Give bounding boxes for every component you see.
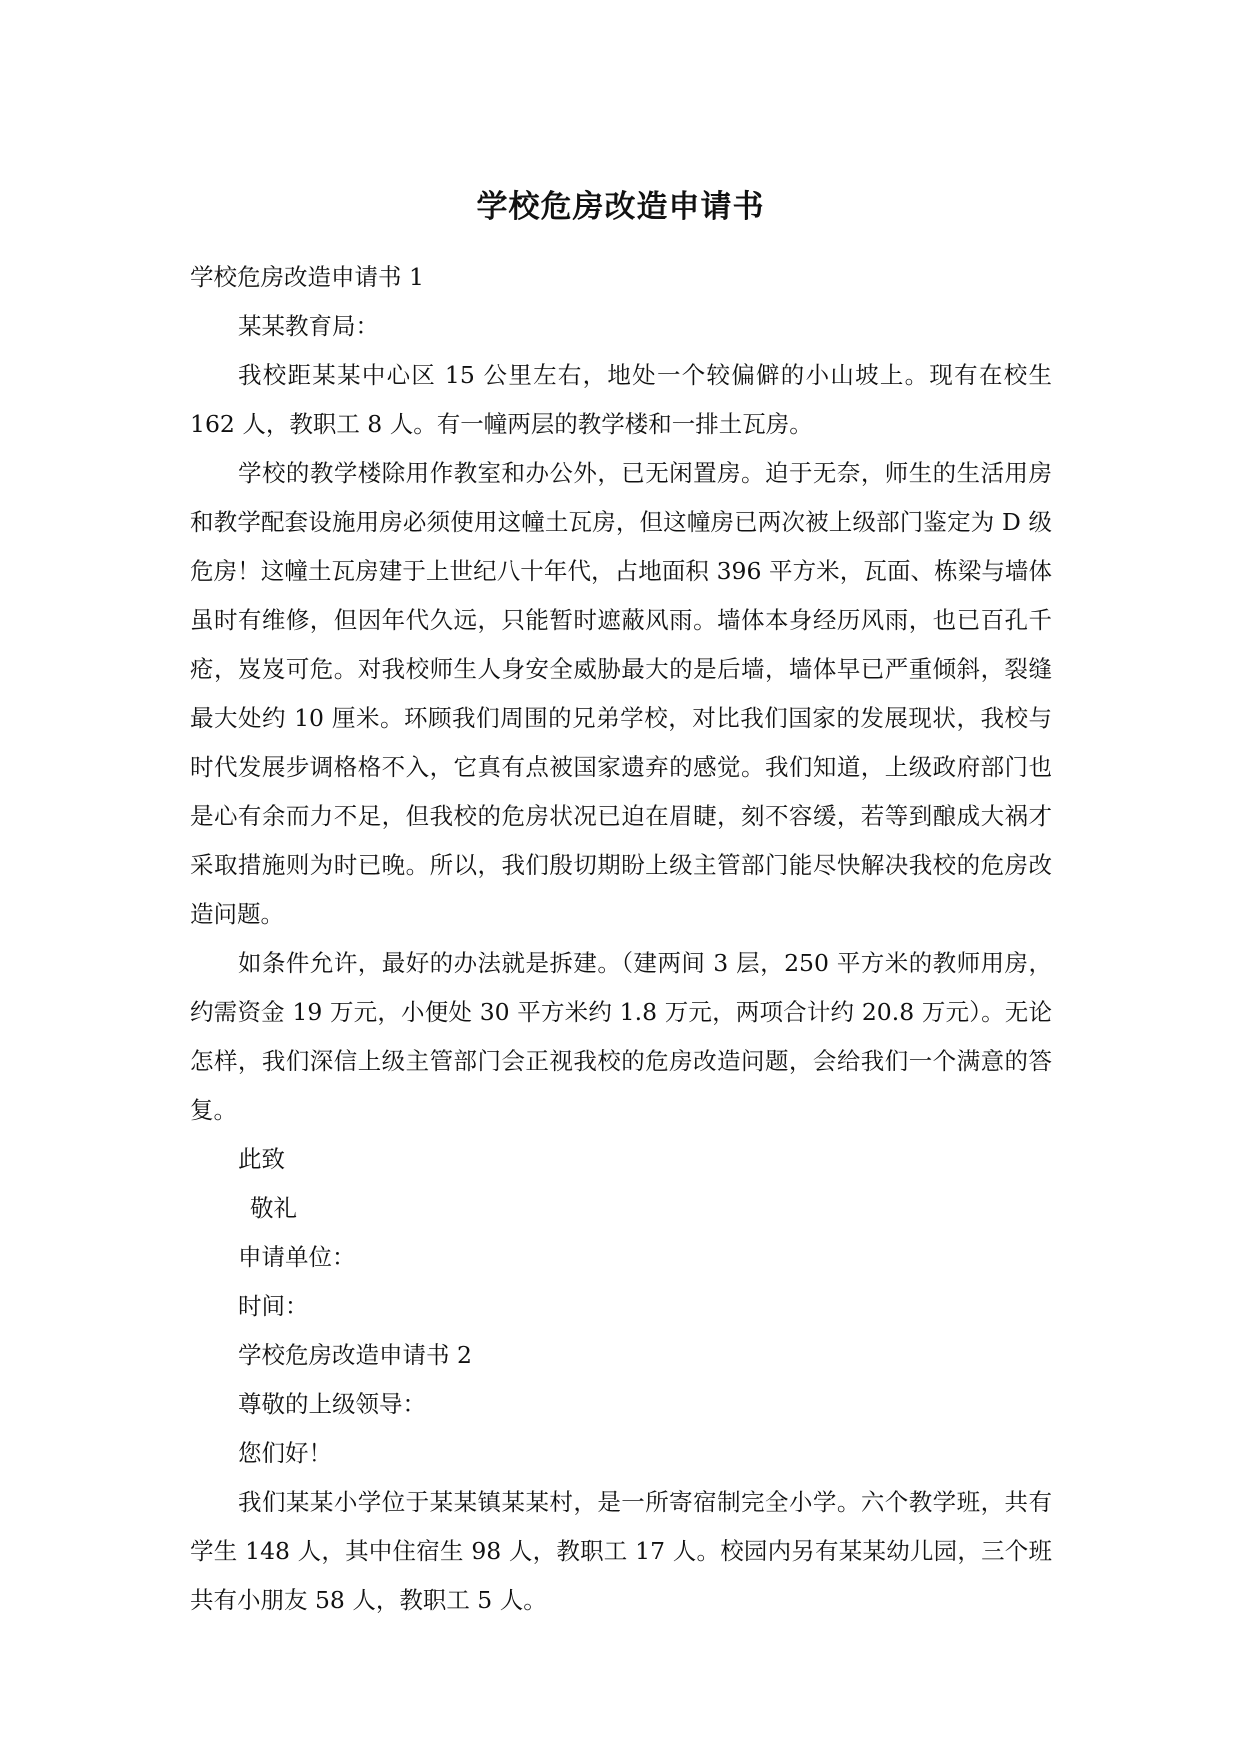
closing-cizhi: 此致 [238,1145,285,1173]
section-heading-2: 学校危房改造申请书 2 [238,1341,472,1369]
section-heading-1: 学校危房改造申请书 1 [190,263,424,291]
document-title: 学校危房改造申请书 [476,189,765,225]
paragraph-building-condition: 学校的教学楼除用作教室和办公外，已无闲置房。迫于无奈，师生的生活用房和教学配套设施用房必须使用这幢土瓦房，但这幢房已两次被上级部门鉴定为 D 级危房！这幢土瓦房建于上世纪八十年代，占地面积 396 平方米，瓦面、栋梁与墙体虽时有维修，但因年代久远，只能暂时遮蔽风雨。墙体本身经历风雨，也已百孔千疮，岌岌可危。对我校师生人身安全威胁最大的是后墙，墙体早已严重倾斜，裂缝最大处约 10 厘米。环顾我们周围的兄弟学校，对比我们国家的发展现状，我校与时代发展步调格格不入，它真有点被国家遗弃的感觉。我们知道，上级政府部门也是心有余而力不足，但我校的危房状况已迫在眉睫，刻不容缓，若等到酿成大祸才采取措施则为时已晚。所以，我们殷切期盼上级主管部门能尽快解决我校的危房改造问题。 [190,459,1052,928]
date-label: 时间： [238,1292,309,1320]
closing-jingli: 敬礼 [250,1194,297,1222]
paragraph-school-location: 我校距某某中心区 15 公里左右，地处一个较偏僻的小山坡上。现有在校生 162 人，教职工 8 人。有一幢两层的教学楼和一排土瓦房。 [190,361,1052,438]
salutation-2: 尊敬的上级领导： [238,1390,426,1418]
paragraph-proposal: 如条件允许，最好的办法就是拆建。（建两间 3 层，250 平方米的教师用房，约需资金 19 万元，小便处 30 平方米约 1.8 万元，两项合计约 20.8 万元）。无论怎样，我们深信上级主管部门会正视我校的危房改造问题，会给我们一个满意的答复。 [190,949,1052,1124]
paragraph-school-intro: 我们某某小学位于某某镇某某村，是一所寄宿制完全小学。六个教学班，共有学生 148 人，其中住宿生 98 人，教职工 17 人。校园内另有某某幼儿园，三个班共有小朋友 58 人，教职工 5 人。 [190,1488,1052,1614]
salutation: 某某教育局： [238,312,379,340]
greeting: 您们好！ [238,1439,332,1467]
document-body [190,253,1052,1625]
applicant-unit-label: 申请单位： [238,1243,356,1271]
